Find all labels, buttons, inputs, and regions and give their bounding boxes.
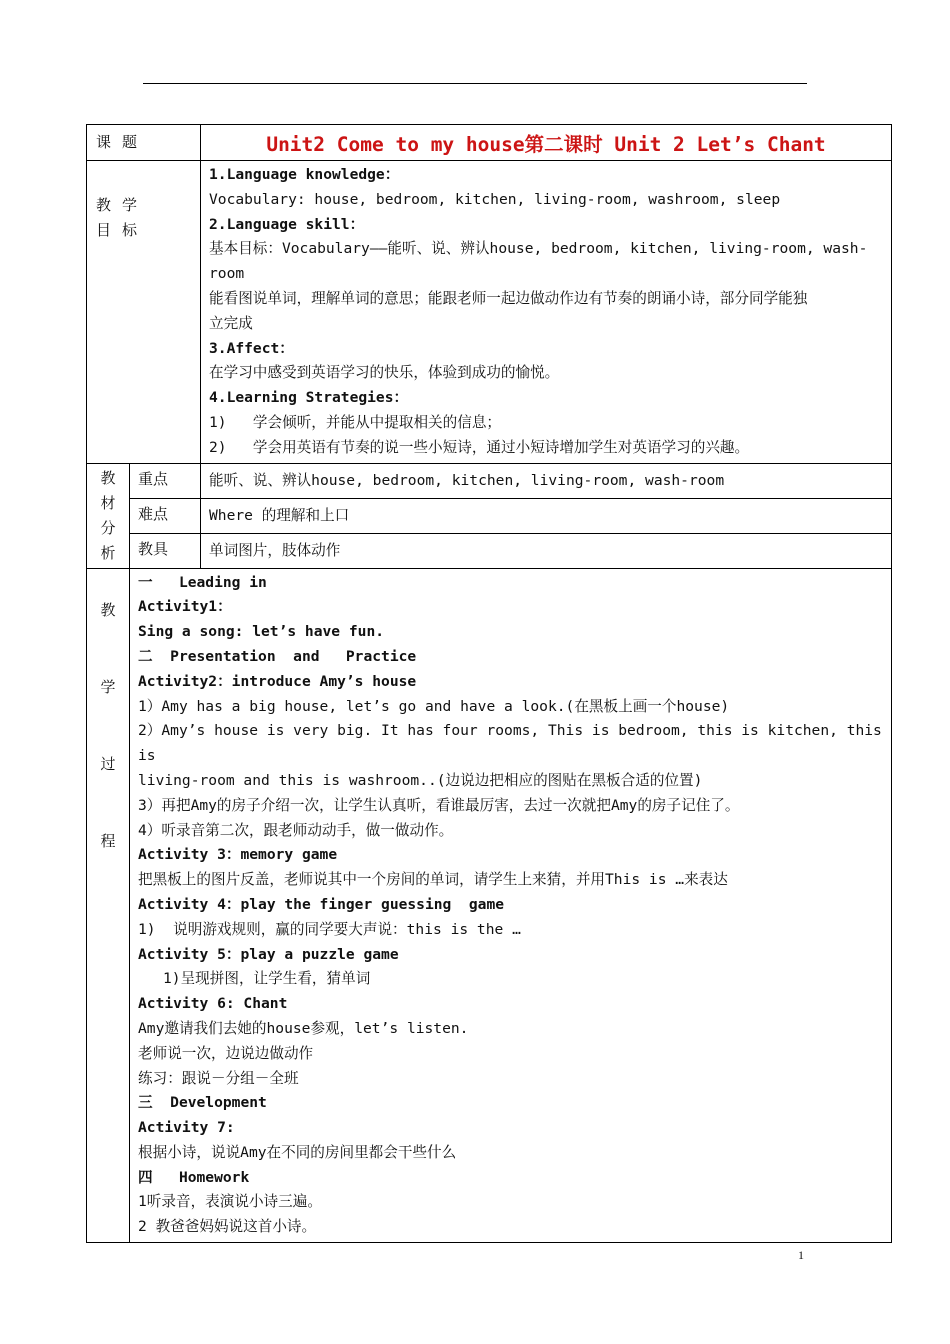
objective-line: 在学习中感受到英语学习的快乐，体验到成功的愉悦。: [209, 364, 560, 382]
objective-line: 2) 学会用英语有节奏的说一些小短诗，通过小短诗增加学生对英语学习的兴趣。: [209, 438, 750, 456]
process-line: 把黑板上的图片反盖，老师说其中一个房间的单词，请学生上来猜，并用This is …来表达: [138, 871, 728, 889]
objective-line: 1) 学会倾听，并能从中提取相关的信息；: [209, 413, 502, 431]
objective-line: 2.Language skill：: [209, 215, 365, 233]
process-row: [87, 568, 892, 1243]
objectives-row: [87, 161, 892, 464]
teaching-aids-label: 教具: [130, 533, 201, 568]
process-line: Activity 4：play the finger guessing game: [138, 895, 505, 913]
materials-label-char: 教: [100, 468, 116, 487]
objectives-label-line: 教 学: [96, 196, 139, 214]
process-line: Amy邀请我们去她的house参观，let’s listen.: [138, 1019, 469, 1037]
process-line: 练习：跟说－分组－全班: [138, 1069, 299, 1087]
process-line: Activity1：: [138, 598, 232, 616]
materials-label: [87, 463, 130, 568]
process-line: 1）Amy has a big house, let’s go and have a look.(在黑板上画一个house): [138, 697, 730, 715]
topic-row: [87, 125, 892, 161]
process-line: 一 Leading in: [138, 573, 267, 591]
process-line: 4）听录音第二次，跟老师动动手，做一做动作。: [138, 821, 454, 839]
process-line: Activity 3：memory game: [138, 846, 338, 864]
process-line: living-room and this is washroom..(边说边把相应的图贴在黑板合适的位置): [138, 771, 703, 789]
process-line: Activity 5：play a puzzle game: [138, 945, 399, 963]
process-line: 根据小诗，说说Amy在不同的房间里都会干些什么: [138, 1143, 457, 1161]
objective-line: 3.Affect：: [209, 339, 294, 357]
process-line: 1)呈现拼图，让学生看，猜单词: [163, 970, 371, 988]
objectives-content: [201, 161, 892, 464]
process-line: 3）再把Amy的房子介绍一次，让学生认真听，看谁最厉害，去过一次就把Amy的房子记住了。: [138, 796, 740, 814]
process-content: [130, 568, 892, 1243]
objective-line: 立完成: [209, 314, 253, 332]
process-line: Sing a song: let’s have fun.: [138, 623, 385, 641]
process-line: 二 Presentation and Practice: [138, 647, 417, 665]
objective-line: 能看图说单词，理解单词的意思；能跟老师一起边做动作边有节奏的朗诵小诗，部分同学能独: [209, 289, 808, 307]
objectives-label-line: 目 标: [96, 221, 139, 239]
header-rule: [143, 83, 807, 84]
process-line: 三 Development: [138, 1094, 267, 1112]
process-line: 2 教爸爸妈妈说这首小诗。: [138, 1218, 317, 1236]
objective-line: 基本目标：Vocabulary——能听、说、辨认house, bedroom, kitchen, living-room, wash-: [209, 240, 868, 258]
key-point-label: 重点: [130, 463, 201, 498]
materials-row: [87, 533, 892, 568]
process-line: 1) 说明游戏规则，赢的同学要大声说：this is the …: [138, 920, 521, 938]
process-line: 四 Homework: [138, 1168, 250, 1186]
key-point-value: 能听、说、辨认house, bedroom, kitchen, living-room, wash-room: [201, 463, 892, 498]
teaching-aids-value: 单词图片，肢体动作: [201, 533, 892, 568]
objective-line: 1.Language knowledge：: [209, 166, 400, 183]
process-line: Activity2：introduce Amy’s house: [138, 672, 417, 690]
materials-label-char: 材: [100, 493, 116, 512]
process-label: [87, 568, 130, 1243]
page-number: 1: [798, 1248, 804, 1262]
materials-label-char: 分: [100, 518, 116, 537]
materials-row: [87, 498, 892, 533]
process-line: 2）Amy’s house is very big. It has four rooms, This is bedroom, this is kitchen, this is: [138, 722, 891, 765]
process-line: 老师说一次，边说边做动作: [138, 1044, 314, 1062]
lesson-title: Unit2 Come to my house第二课时 Unit 2 Let’s Chant: [201, 125, 892, 161]
objective-line: Vocabulary: house, bedroom, kitchen, living-room, washroom, sleep: [209, 190, 781, 208]
materials-row: [87, 463, 892, 498]
process-label-char: 教: [100, 600, 116, 619]
process-label-char: 过: [100, 754, 116, 773]
process-line: Activity 7:: [138, 1119, 235, 1137]
process-label-char: 学: [100, 677, 116, 696]
difficulty-value: Where 的理解和上口: [201, 498, 892, 533]
lesson-plan-table: [86, 124, 892, 1243]
objective-line: room: [209, 265, 245, 283]
process-line: Activity 6: Chant: [138, 995, 288, 1013]
topic-label: 课 题: [87, 125, 201, 161]
objective-line: 4.Learning Strategies：: [209, 389, 409, 407]
materials-label-char: 析: [100, 543, 116, 562]
objectives-label: [87, 161, 201, 464]
process-label-char: 程: [100, 831, 116, 850]
process-line: 1听录音，表演说小诗三遍。: [138, 1193, 322, 1211]
difficulty-label: 难点: [130, 498, 201, 533]
